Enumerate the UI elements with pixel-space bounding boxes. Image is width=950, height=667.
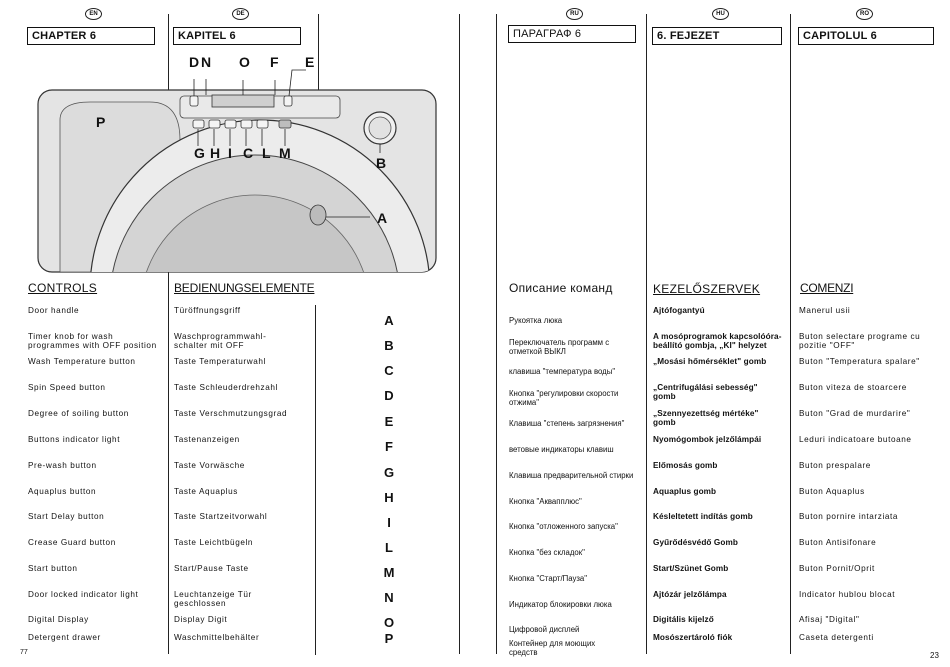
- control-row-text: Taste Leichtbügeln: [174, 538, 254, 547]
- control-letter-p: P: [384, 631, 394, 646]
- control-row-hu: [653, 306, 705, 315]
- control-row-text: Taste Aquaplus: [174, 487, 238, 496]
- control-row-text: A mosóprogramok kapcsolóóra-: [653, 332, 782, 341]
- control-row-text: Buton selectare programe cu: [799, 332, 921, 341]
- control-row-text: Ajtófogantyú: [653, 306, 705, 315]
- column-divider: [790, 14, 791, 654]
- section-title-hu: KEZELŐSZERVEK: [653, 282, 761, 296]
- control-row-ru: [509, 419, 624, 428]
- control-row-text: Waschprogrammwahl-: [174, 332, 267, 341]
- control-row-hu: [653, 487, 716, 496]
- diagram-label-n: N: [201, 54, 212, 70]
- control-row-de: [174, 590, 252, 608]
- chapter-title-ru: ПАРАГРАФ 6: [508, 25, 636, 43]
- lang-badge-ru: RU: [566, 8, 583, 20]
- control-row-text: pozitie "OFF": [799, 341, 855, 350]
- control-row-hu: [653, 435, 761, 444]
- control-row-ro: [799, 357, 920, 366]
- control-row-hu: [653, 409, 758, 427]
- control-row-ru: [509, 445, 614, 454]
- diagram-label-p: P: [96, 114, 106, 130]
- control-row-hu: [653, 332, 782, 350]
- control-row-ru: [509, 548, 585, 557]
- control-row-text: Aquaplus button: [28, 487, 97, 496]
- control-row-text: „Mosási hőmérséklet" gomb: [653, 357, 767, 366]
- control-row-ro: [799, 487, 865, 496]
- panel-button-m: [279, 120, 291, 128]
- control-row-text: Digitális kijelző: [653, 615, 714, 624]
- control-letter-e: E: [384, 414, 394, 429]
- control-letter-h: H: [384, 490, 394, 505]
- control-row-text: Ajtózár jelzőlámpa: [653, 590, 727, 599]
- control-row-text: Degree of soiling button: [28, 409, 129, 418]
- control-row-de: [174, 633, 259, 642]
- control-row-text: Кнопка "регулировки скорости: [509, 389, 619, 398]
- control-row-hu: [653, 564, 728, 573]
- control-row-text: geschlossen: [174, 599, 227, 608]
- control-row-text: Buton Antisifonare: [799, 538, 877, 547]
- control-row-text: Mosószertároló fiók: [653, 633, 733, 642]
- control-row-ro: [799, 306, 850, 315]
- control-row-text: Start button: [28, 564, 78, 573]
- control-row-hu: [653, 590, 727, 599]
- control-row-text: Door handle: [28, 306, 80, 315]
- control-row-text: Переключатель программ с: [509, 338, 610, 347]
- control-row-de: [174, 461, 245, 470]
- washing-machine-diagram: [30, 50, 450, 275]
- control-letter-b: B: [384, 338, 394, 353]
- diagram-label-l: L: [262, 145, 271, 161]
- chapter-title-de: KAPITEL 6: [173, 27, 301, 45]
- control-row-de: [174, 306, 241, 315]
- control-row-hu: [653, 357, 766, 366]
- control-row-ro: [799, 538, 876, 547]
- diagram-label-b: B: [376, 155, 387, 171]
- control-row-text: Taste Vorwäsche: [174, 461, 245, 470]
- control-row-ro: [799, 409, 910, 418]
- control-row-en: [28, 461, 97, 470]
- control-row-de: [174, 383, 278, 392]
- control-row-text: Buton pornire intarziata: [799, 512, 899, 521]
- control-row-text: Buton prespalare: [799, 461, 871, 470]
- control-row-text: schalter mit OFF: [174, 341, 245, 350]
- control-row-text: Buton Aquaplus: [799, 487, 865, 496]
- control-row-text: Door locked indicator light: [28, 590, 139, 599]
- control-row-text: Taste Schleuderdrehzahl: [174, 383, 278, 392]
- control-row-en: [28, 409, 129, 418]
- control-row-text: Leuchtanzeige Tür: [174, 590, 252, 599]
- control-letter-l: L: [385, 540, 393, 555]
- control-letter-d: D: [384, 388, 394, 403]
- control-row-ru: [509, 471, 633, 480]
- control-row-text: gomb: [653, 392, 676, 401]
- control-row-text: „Szennyezettség mértéke": [653, 409, 759, 418]
- page-divider: [459, 14, 460, 654]
- control-row-en: [28, 512, 104, 521]
- control-row-text: Контейнер для моющих: [509, 639, 596, 648]
- lang-badge-ro: RO: [856, 8, 873, 20]
- control-row-de: [174, 487, 238, 496]
- control-row-en: [28, 633, 101, 642]
- control-row-text: клавиша "температура воды": [509, 367, 616, 376]
- control-row-text: Taste Startzeitvorwahl: [174, 512, 268, 521]
- control-row-text: Manerul usii: [799, 306, 851, 315]
- control-row-de: [174, 435, 240, 444]
- diagram-label-c: C: [243, 145, 254, 161]
- control-row-en: [28, 590, 138, 599]
- control-letter-m: M: [383, 565, 395, 580]
- control-row-text: Кнопка "Старт/Пауза": [509, 574, 588, 583]
- control-row-text: programmes with OFF position: [28, 341, 157, 350]
- control-row-text: Display Digit: [174, 615, 228, 624]
- control-letter-g: G: [383, 465, 395, 480]
- control-row-ro: [799, 512, 898, 521]
- control-row-text: средств: [509, 648, 538, 657]
- control-row-text: отжима": [509, 398, 540, 407]
- control-row-text: Wash Temperature button: [28, 357, 136, 366]
- section-title-de: BEDIENUNGSELEMENTE: [174, 281, 315, 295]
- control-row-text: Digital Display: [28, 615, 89, 624]
- control-row-text: Nyomógombok jelzőlámpái: [653, 435, 762, 444]
- control-row-text: Pre-wash button: [28, 461, 97, 470]
- control-row-text: Start/Szünet Gomb: [653, 564, 729, 573]
- control-letter-a: A: [384, 313, 394, 328]
- digital-display: [212, 95, 274, 107]
- control-row-text: Timer knob for wash: [28, 332, 114, 341]
- control-row-text: Taste Temperaturwahl: [174, 357, 266, 366]
- control-row-text: Клавиша "степень загрязнения": [509, 419, 625, 428]
- chapter-title-en: CHAPTER 6: [27, 27, 155, 45]
- panel-button-h: [209, 120, 220, 128]
- control-row-text: Клавиша предварительной стирки: [509, 471, 634, 480]
- control-row-ro: [799, 590, 895, 599]
- start-button: [284, 96, 292, 106]
- control-row-text: Spin Speed button: [28, 383, 106, 392]
- corner-mark: 77: [20, 649, 28, 656]
- diagram-label-a: A: [377, 210, 388, 226]
- chapter-title-ro: CAPITOLUL 6: [798, 27, 934, 45]
- control-row-ru: [509, 389, 618, 407]
- control-row-hu: [653, 461, 718, 470]
- diagram-label-d: D: [189, 54, 200, 70]
- control-row-text: Start/Pause Taste: [174, 564, 249, 573]
- control-row-text: „Centrifugálási sebesség": [653, 383, 758, 392]
- control-row-de: [174, 615, 227, 624]
- control-row-text: Start Delay button: [28, 512, 105, 521]
- control-row-ru: [509, 367, 615, 376]
- control-row-de: [174, 409, 287, 418]
- control-row-text: gomb: [653, 418, 676, 427]
- control-row-de: [174, 564, 249, 573]
- control-row-ro: [799, 435, 912, 444]
- control-row-ru: [509, 497, 582, 506]
- control-row-ro: [799, 633, 874, 642]
- control-letter-c: C: [384, 363, 394, 378]
- diagram-label-m: M: [279, 145, 291, 161]
- control-row-text: Кнопка "без складок": [509, 548, 585, 557]
- control-row-ro: [799, 461, 871, 470]
- page-number: 23: [930, 651, 939, 660]
- control-row-text: Aquaplus gomb: [653, 487, 717, 496]
- panel-button-c: [241, 120, 252, 128]
- control-row-ro: [799, 615, 859, 624]
- column-divider: [646, 14, 647, 654]
- control-letter-i: I: [387, 515, 391, 530]
- control-row-text: Caseta detergenti: [799, 633, 874, 642]
- control-row-de: [174, 332, 266, 350]
- control-letter-f: F: [385, 439, 393, 454]
- control-row-hu: [653, 615, 714, 624]
- control-row-en: [28, 487, 96, 496]
- door-handle: [310, 205, 326, 225]
- control-letter-o: O: [383, 615, 395, 630]
- control-row-ru: [509, 639, 595, 657]
- control-row-de: [174, 538, 253, 547]
- control-row-text: Waschmittelbehälter: [174, 633, 260, 642]
- lang-badge-hu: HU: [712, 8, 729, 20]
- control-row-text: Buton "Grad de murdarire": [799, 409, 911, 418]
- control-row-text: Taste Verschmutzungsgrad: [174, 409, 288, 418]
- control-row-en: [28, 357, 136, 366]
- control-row-text: Késleltetett indítás gomb: [653, 512, 753, 521]
- lang-badge-en: EN: [85, 8, 102, 20]
- control-row-ru: [509, 522, 618, 531]
- control-row-text: Detergent drawer: [28, 633, 101, 642]
- control-row-text: Tastenanzeigen: [174, 435, 240, 444]
- control-row-de: [174, 357, 266, 366]
- control-row-text: Indicator hublou blocat: [799, 590, 896, 599]
- control-row-text: Кнопка "Аквапплюс": [509, 497, 582, 506]
- control-row-ru: [509, 600, 612, 609]
- control-row-en: [28, 564, 78, 573]
- control-row-text: Crease Guard button: [28, 538, 116, 547]
- panel-button-g: [193, 120, 204, 128]
- control-row-text: Leduri indicatoare butoane: [799, 435, 912, 444]
- control-row-de: [174, 512, 267, 521]
- diagram-label-g: G: [194, 145, 205, 161]
- control-row-ru: [509, 338, 609, 356]
- control-row-ro: [799, 383, 907, 392]
- control-row-text: beállító gombja, „KI" helyzet: [653, 341, 767, 350]
- control-row-ro: [799, 332, 920, 350]
- control-row-text: Buttons indicator light: [28, 435, 121, 444]
- control-row-text: Buton viteza de stoarcere: [799, 383, 907, 392]
- diagram-label-h: H: [210, 145, 221, 161]
- control-row-hu: [653, 633, 732, 642]
- control-row-en: [28, 435, 120, 444]
- control-row-text: Türöffnungsgriff: [174, 306, 241, 315]
- control-row-en: [28, 383, 106, 392]
- control-letter-n: N: [384, 590, 394, 605]
- control-row-text: Кнопка "отложенного запуска": [509, 522, 618, 531]
- column-divider: [315, 305, 316, 655]
- control-row-text: ветовые индикаторы клавиш: [509, 445, 614, 454]
- control-row-en: [28, 306, 79, 315]
- control-row-en: [28, 332, 157, 350]
- control-row-ru: [509, 316, 562, 325]
- page-divider: [496, 14, 497, 654]
- control-row-ru: [509, 574, 587, 583]
- lang-badge-de: DE: [232, 8, 249, 20]
- control-row-hu: [653, 512, 753, 521]
- section-title-ro: COMENZI: [800, 281, 854, 295]
- control-row-hu: [653, 383, 758, 401]
- chapter-title-hu: 6. FEJEZET: [652, 27, 782, 45]
- control-row-text: Индикатор блокировки люка: [509, 600, 612, 609]
- diagram-label-e: E: [305, 54, 315, 70]
- door-indicator: [190, 96, 198, 106]
- control-row-ru: [509, 625, 579, 634]
- control-row-text: Előmosás gomb: [653, 461, 718, 470]
- section-title-ru: Описание команд: [509, 281, 613, 295]
- control-row-text: отметкой ВЫКЛ: [509, 347, 566, 356]
- diagram-label-f: F: [270, 54, 279, 70]
- section-title-en: CONTROLS: [28, 281, 98, 295]
- control-row-text: Цифровой дисплей: [509, 625, 580, 634]
- control-row-text: Buton "Temperatura spalare": [799, 357, 920, 366]
- control-row-en: [28, 615, 89, 624]
- panel-button-l: [257, 120, 268, 128]
- control-row-ro: [799, 564, 875, 573]
- control-row-text: Рукоятка люка: [509, 316, 563, 325]
- control-row-hu: [653, 538, 738, 547]
- diagram-label-o: O: [239, 54, 250, 70]
- diagram-label-i: I: [228, 145, 232, 161]
- control-row-text: Buton Pornit/Oprit: [799, 564, 875, 573]
- panel-button-i: [225, 120, 236, 128]
- control-row-text: Afisaj "Digital": [799, 615, 860, 624]
- control-row-en: [28, 538, 116, 547]
- control-row-text: Gyűrődésvédő Gomb: [653, 538, 738, 547]
